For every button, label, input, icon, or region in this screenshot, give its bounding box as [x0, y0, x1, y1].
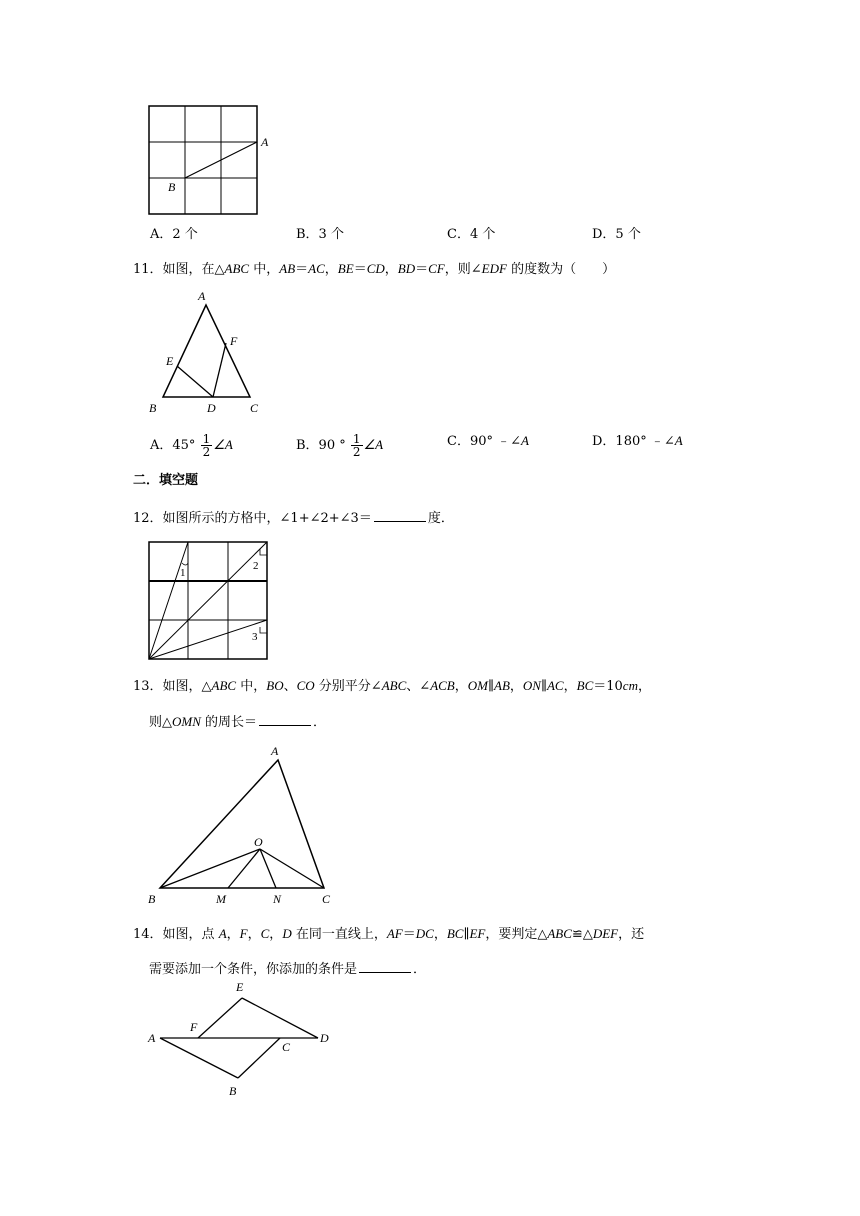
q14-segment-bc	[238, 1038, 280, 1078]
q13-label-a: A	[271, 744, 279, 758]
q13-answer-blank[interactable]	[259, 713, 311, 726]
q11-label-c: C	[250, 401, 259, 415]
q11-label-f: F	[230, 334, 238, 348]
q10-option-a[interactable]: A．2 个	[150, 227, 198, 242]
q12-diagonal-3	[149, 620, 267, 659]
q13-triangle-figure	[146, 742, 336, 907]
q12-answer-blank[interactable]	[374, 509, 426, 522]
q13-segment-on	[260, 849, 276, 888]
section-title-fill-in: 二．填空题	[133, 473, 199, 488]
q14-label-b: B	[229, 1084, 237, 1098]
q13-label-m: M	[216, 892, 226, 906]
q11-option-d[interactable]: D．180° ﹣∠A	[592, 433, 683, 449]
q14-label-f: F	[190, 1020, 198, 1034]
q11-option-a[interactable]: A．45° $\frac{1}{2}$ ∠A	[150, 432, 233, 459]
q12-label-1: 1	[180, 567, 186, 579]
q14-segment-ab	[160, 1038, 238, 1078]
q14-segment-ed	[242, 998, 318, 1038]
q10-label-b: B	[168, 180, 176, 194]
q13-question-line2: 则△OMN 的周长＝ ．	[149, 714, 327, 730]
q14-label-e: E	[236, 980, 244, 994]
q11-option-c[interactable]: C．90° ﹣∠A	[447, 433, 529, 449]
q13-question-line1: 13．如图，△ABC 中，BO、CO 分别平分∠ABC、∠ACB，OM∥AB，ON∥AC，BC＝10cm，	[133, 678, 651, 694]
q10-option-d[interactable]: D．5 个	[592, 227, 641, 242]
q10-label-a: A	[261, 135, 269, 149]
q11-option-b-fraction: $\frac{1}{2}$	[352, 432, 361, 459]
q14-segment-fe	[198, 998, 242, 1038]
q11-label-b: B	[149, 401, 157, 415]
q11-segment-ed	[177, 366, 213, 397]
q11-label-a: A	[198, 289, 206, 303]
q10-grid-figure	[148, 105, 278, 220]
q11-question: 11．如图，在△ABC 中，AB＝AC，BE＝CD，BD＝CF，则∠EDF 的度数为（ ）	[133, 261, 616, 277]
q12-diagonal-1	[149, 542, 188, 659]
q13-label-c: C	[322, 892, 331, 906]
q14-question-line2: 需要添加一个条件，你添加的条件是 ．	[149, 962, 427, 977]
q11-option-b[interactable]: B．90 ° $\frac{1}{2}$ ∠A	[296, 432, 384, 459]
q14-label-c: C	[282, 1040, 291, 1054]
q14-question-line1: 14．如图，点 A，F，C，D 在同一直线上，AF＝DC，BC∥EF，要判定△ABC≌△DEF，还	[133, 926, 645, 942]
q12-label-2: 2	[253, 560, 259, 572]
q13-segment-bo	[160, 849, 260, 888]
q13-label-o: O	[254, 835, 263, 849]
q12-label-3: 3	[252, 631, 258, 643]
q11-segment-df	[213, 343, 226, 397]
q14-label-a: A	[148, 1031, 156, 1045]
q14-figure	[146, 978, 336, 1100]
q14-label-d: D	[320, 1031, 329, 1045]
q12-diagonal-2	[149, 542, 267, 659]
q11-triangle-figure	[146, 288, 276, 416]
q11-option-a-fraction: $\frac{1}{2}$	[202, 432, 211, 459]
q14-answer-blank[interactable]	[359, 960, 411, 973]
q10-option-c[interactable]: C．4 个	[447, 227, 496, 242]
q13-segment-co	[260, 849, 324, 888]
q11-label-e: E	[166, 354, 174, 368]
q13-label-n: N	[273, 892, 282, 906]
q11-label-d: D	[207, 401, 216, 415]
q12-grid-figure	[148, 541, 270, 663]
q13-label-b: B	[148, 892, 156, 906]
q12-question: 12．如图所示的方格中，∠1+∠2+∠3＝ 度．	[133, 511, 454, 526]
q10-option-b[interactable]: B．3 个	[296, 227, 344, 242]
